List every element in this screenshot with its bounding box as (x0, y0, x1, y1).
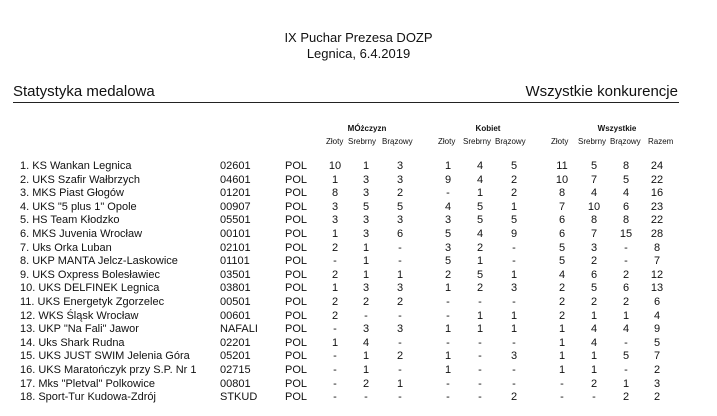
country-code: POL (285, 241, 308, 254)
medal-count-men-gold: 10 (328, 160, 342, 172)
club-name: 14. Uks Shark Rudna (20, 336, 125, 349)
club-code: 00501 (220, 296, 251, 308)
medal-count-women-silver: - (478, 391, 482, 404)
medal-count-total: 3 (653, 377, 661, 390)
medal-count-men-bronze: 1 (396, 377, 404, 390)
medal-count-women-bronze: 2 (510, 173, 518, 186)
medal-count-women-gold: - (446, 391, 450, 404)
medal-count-all-silver: 10 (587, 200, 601, 213)
medal-count-women-silver: 2 (476, 282, 484, 295)
medal-count-men-bronze: 1 (396, 268, 404, 281)
club-code: 05501 (220, 214, 251, 227)
medal-count-women-bronze: - (512, 255, 516, 268)
medal-count-all-silver: 4 (590, 187, 598, 200)
medal-count-all-bronze: 1 (622, 377, 630, 390)
subheader-gold-all: Złoty (551, 137, 569, 146)
medal-count-all-silver: 5 (590, 282, 598, 295)
subheader-bronze-men: Brązowy (382, 137, 413, 146)
section-scope: Wszystkie konkurencje (525, 83, 678, 100)
medal-count-women-silver: 5 (476, 200, 484, 213)
medal-count-women-gold: 9 (444, 173, 452, 186)
subheader-silver-men: Srebrny (348, 137, 377, 146)
medal-count-women-gold: - (446, 336, 450, 349)
table-row (0, 242, 717, 255)
medal-count-men-silver: 1 (362, 364, 370, 376)
medal-count-men-gold: 3 (331, 200, 339, 213)
country-code: POL (285, 200, 308, 213)
medal-count-women-silver: 1 (476, 187, 484, 200)
medal-count-men-bronze: - (398, 241, 402, 254)
medal-count-women-gold: - (446, 296, 450, 308)
medal-count-women-gold: - (446, 309, 450, 322)
medal-count-all-gold: 7 (558, 200, 566, 213)
medal-count-men-silver: 1 (362, 268, 370, 281)
medal-count-men-bronze: 3 (396, 323, 404, 336)
country-code: POL (285, 255, 308, 268)
club-name: 17. Mks "Pletval" Polkowice (20, 377, 155, 390)
country-code: POL (285, 214, 308, 227)
subheader-bronze-all: Brązowy (610, 137, 641, 146)
medal-count-women-silver: 4 (476, 160, 484, 172)
medal-count-women-gold: 5 (444, 255, 452, 268)
club-code: 02101 (220, 241, 251, 254)
country-code: POL (285, 377, 308, 390)
club-code: 04601 (220, 173, 251, 186)
medal-count-women-gold: 1 (444, 364, 452, 376)
medal-count-all-gold: 2 (558, 282, 566, 295)
medal-count-men-gold: 1 (331, 282, 339, 295)
medal-count-men-gold: - (333, 377, 337, 390)
medal-count-men-gold: 2 (331, 296, 339, 308)
table-row (0, 296, 717, 309)
country-code: POL (285, 268, 308, 281)
medal-count-men-bronze: - (398, 336, 402, 349)
medal-count-men-silver: 3 (362, 173, 370, 186)
country-code: POL (285, 309, 308, 322)
medal-count-all-gold: - (560, 377, 564, 390)
club-code: 01201 (220, 187, 251, 200)
medal-count-men-gold: - (333, 255, 337, 268)
medal-count-all-bronze: 6 (622, 282, 630, 295)
country-code: POL (285, 228, 308, 240)
medal-count-women-gold: 1 (444, 282, 452, 295)
medal-count-total: 22 (650, 214, 664, 227)
medal-count-all-silver: 7 (590, 173, 598, 186)
medal-count-men-gold: 8 (331, 187, 339, 200)
medal-count-all-gold: 1 (558, 336, 566, 349)
club-name: 18. Sport-Tur Kudowa-Zdrój (20, 391, 156, 404)
club-name: 13. UKP "Na Fali" Jawor (20, 323, 139, 336)
medal-count-men-bronze: 3 (396, 214, 404, 227)
subheader-total: Razem (648, 137, 674, 146)
medal-count-women-bronze: 1 (510, 309, 518, 322)
medal-count-men-gold: 1 (331, 173, 339, 186)
club-code: 03501 (220, 268, 251, 281)
medal-count-all-bronze: 2 (622, 391, 630, 404)
club-code: 02601 (220, 160, 251, 172)
medal-count-men-silver: 3 (362, 187, 370, 200)
medal-count-women-bronze: - (512, 296, 516, 308)
club-code: 00801 (220, 377, 251, 390)
medal-count-men-bronze: 6 (396, 228, 404, 240)
subheader-bronze-women: Brązowy (495, 137, 526, 146)
medal-count-all-bronze: - (624, 336, 628, 349)
club-name: 10. UKS DELFINEK Legnica (20, 282, 160, 295)
medal-count-men-gold: - (333, 350, 337, 363)
medal-count-all-gold: 1 (558, 350, 566, 363)
medal-count-men-bronze: 3 (396, 173, 404, 186)
medal-count-women-silver: 2 (476, 241, 484, 254)
country-code: POL (285, 391, 308, 404)
medal-count-women-gold: 1 (444, 160, 452, 172)
table-row (0, 391, 717, 404)
club-code: STKUD (220, 391, 258, 404)
medal-count-women-gold: 1 (444, 350, 452, 363)
medal-count-men-bronze: 3 (396, 160, 404, 172)
medal-count-total: 23 (650, 200, 664, 213)
medal-count-all-silver: 2 (590, 255, 598, 268)
table-row (0, 269, 717, 282)
table-row (0, 364, 717, 377)
medal-count-women-gold: 5 (444, 228, 452, 240)
medal-count-women-silver: - (478, 377, 482, 390)
medal-count-women-bronze: 5 (510, 214, 518, 227)
medal-count-women-gold: - (446, 187, 450, 200)
medal-count-men-gold: - (333, 364, 337, 376)
medal-count-total: 2 (653, 391, 661, 404)
medal-count-all-bronze: 6 (622, 200, 630, 213)
medal-count-all-gold: 2 (558, 309, 566, 322)
medal-count-men-silver: 1 (362, 350, 370, 363)
medal-count-women-bronze: - (512, 377, 516, 390)
medal-count-total: 12 (650, 268, 664, 281)
medal-count-total: 16 (650, 187, 664, 200)
medal-count-all-gold: 1 (558, 323, 566, 336)
medal-count-men-silver: 1 (362, 241, 370, 254)
medal-count-men-bronze: 2 (396, 187, 404, 200)
medal-count-women-bronze: 3 (510, 282, 518, 295)
header-divider (13, 102, 679, 103)
country-code: POL (285, 282, 308, 295)
country-code: POL (285, 160, 308, 172)
medal-count-all-silver: - (592, 391, 596, 404)
club-name: 11. UKS Energetyk Zgorzelec (20, 296, 165, 308)
medal-count-all-bronze: 1 (622, 309, 630, 322)
medal-count-women-silver: - (478, 364, 482, 376)
table-row (0, 310, 717, 323)
medal-count-all-silver: 2 (590, 377, 598, 390)
medal-count-women-gold: 2 (444, 268, 452, 281)
medal-count-women-silver: - (478, 350, 482, 363)
medal-count-all-gold: 5 (558, 241, 566, 254)
medal-count-men-gold: 2 (331, 241, 339, 254)
medal-count-all-silver: 4 (590, 323, 598, 336)
medal-count-all-silver: 4 (590, 336, 598, 349)
medal-count-all-silver: 3 (590, 241, 598, 254)
medal-count-men-silver: 2 (362, 377, 370, 390)
medal-count-men-gold: - (333, 323, 337, 336)
medal-count-women-silver: - (478, 336, 482, 349)
medal-count-women-bronze: 3 (510, 350, 518, 363)
medal-count-women-bronze: 2 (510, 391, 518, 404)
club-name: 16. UKS Maratończyk przy S.P. Nr 1 (20, 364, 197, 376)
medal-count-women-silver: 1 (476, 255, 484, 268)
medal-count-all-gold: 11 (556, 160, 568, 172)
medal-count-all-silver: 7 (590, 228, 598, 240)
medal-count-women-bronze: 5 (510, 160, 518, 172)
country-code: POL (285, 336, 308, 349)
medal-count-women-silver: 4 (476, 173, 484, 186)
medal-count-all-bronze: - (624, 255, 628, 268)
club-name: 7. Uks Orka Luban (20, 241, 112, 254)
medal-count-men-bronze: 2 (396, 296, 404, 308)
medal-count-men-silver: 1 (362, 255, 370, 268)
event-title: IX Puchar Prezesa DOZP (284, 30, 433, 45)
medal-count-men-bronze: 5 (396, 200, 404, 213)
medal-count-men-gold: 3 (331, 214, 339, 227)
medal-count-all-bronze: 5 (622, 173, 630, 186)
medal-count-women-silver: 5 (476, 268, 484, 281)
medal-count-men-silver: 5 (362, 200, 370, 213)
medal-count-total: 2 (653, 364, 661, 376)
medal-count-women-bronze: 1 (510, 323, 518, 336)
medal-count-all-gold: 2 (558, 296, 566, 308)
subheader-gold-men: Złoty (326, 137, 344, 146)
medal-count-men-silver: 4 (362, 336, 370, 349)
medal-count-all-gold: 4 (558, 268, 566, 281)
medal-count-women-silver: 1 (476, 323, 484, 336)
medal-count-men-bronze: - (398, 364, 402, 376)
medal-count-men-silver: 3 (362, 214, 370, 227)
medal-count-total: 13 (650, 282, 664, 295)
medal-count-women-gold: - (446, 377, 450, 390)
club-name: 4. UKS "5 plus 1" Opole (20, 200, 137, 213)
group-header-women: Kobiet (475, 124, 501, 133)
medal-count-men-bronze: 3 (396, 282, 404, 295)
medal-count-men-silver: - (364, 309, 368, 322)
country-code: POL (285, 364, 308, 376)
medal-count-women-bronze: - (512, 336, 516, 349)
medal-count-all-gold: 8 (558, 187, 566, 200)
medal-count-total: 4 (653, 309, 661, 322)
medal-count-all-bronze: 15 (619, 228, 633, 240)
medal-count-total: 5 (653, 336, 661, 349)
table-row (0, 337, 717, 350)
medal-count-all-gold: 10 (555, 173, 569, 186)
medal-count-men-bronze: - (398, 255, 402, 268)
country-code: POL (285, 187, 308, 200)
medal-count-total: 28 (650, 228, 664, 240)
club-code: 01101 (220, 255, 250, 268)
medal-count-all-silver: 5 (590, 160, 598, 172)
medal-count-men-bronze: - (398, 309, 402, 322)
medal-count-women-bronze: - (512, 241, 516, 254)
medal-count-men-silver: 3 (362, 323, 370, 336)
medal-count-all-bronze: 5 (622, 350, 630, 363)
section-title: Statystyka medalowa (13, 83, 155, 100)
medal-count-all-bronze: - (624, 364, 628, 376)
event-date-location: Legnica, 6.4.2019 (306, 46, 411, 61)
table-row (0, 378, 717, 391)
medal-count-men-gold: 1 (331, 336, 339, 349)
medal-count-all-bronze: 2 (622, 296, 630, 308)
medal-count-women-gold: 4 (444, 200, 452, 213)
table-row (0, 255, 717, 268)
medal-count-women-bronze: 2 (510, 187, 518, 200)
medal-count-total: 7 (653, 350, 661, 363)
medal-count-women-gold: 3 (444, 241, 452, 254)
medal-count-total: 7 (653, 255, 661, 268)
table-row (0, 201, 717, 214)
medal-count-all-silver: 2 (590, 296, 598, 308)
club-name: 12. WKS Śląsk Wrocław (20, 309, 139, 322)
table-row (0, 214, 717, 227)
medal-count-all-gold: 1 (558, 364, 566, 376)
medal-count-all-bronze: 4 (622, 323, 630, 336)
club-name: 5. HS Team Kłodzko (20, 214, 120, 227)
medal-count-all-bronze: 2 (622, 268, 630, 281)
medal-count-men-bronze: 2 (396, 350, 404, 363)
medal-count-all-bronze: 8 (622, 160, 630, 172)
club-name: 15. UKS JUST SWIM Jelenia Góra (20, 350, 190, 363)
group-header-all: Wszystkie (597, 124, 637, 133)
medal-count-men-gold: 2 (331, 268, 339, 281)
medal-count-women-silver: 1 (476, 309, 484, 322)
club-code: 03801 (220, 282, 251, 295)
club-code: 00101 (220, 228, 251, 240)
subheader-silver-all: Srebrny (578, 137, 607, 146)
medal-count-all-silver: 1 (590, 364, 598, 376)
medal-count-total: 22 (650, 173, 664, 186)
medal-count-all-silver: 6 (590, 268, 598, 281)
medal-count-all-silver: 1 (590, 350, 598, 363)
medal-count-all-silver: 1 (590, 309, 598, 322)
table-row (0, 187, 717, 200)
club-code: 02715 (220, 364, 251, 376)
table-row (0, 228, 717, 241)
medal-count-men-gold: 2 (331, 309, 339, 322)
medal-count-total: 9 (653, 323, 661, 336)
club-name: 3. MKS Piast Głogów (20, 187, 124, 200)
medal-count-women-silver: 4 (476, 228, 484, 240)
club-code: 00907 (220, 200, 251, 213)
subheader-gold-women: Złoty (438, 137, 456, 146)
country-code: POL (285, 323, 308, 336)
club-name: 1. KS Wankan Legnica (20, 160, 132, 172)
medal-count-total: 8 (653, 241, 661, 254)
table-row (0, 282, 717, 295)
medal-count-men-silver: 1 (362, 160, 370, 172)
country-code: POL (285, 296, 308, 308)
medal-count-all-gold: 6 (558, 214, 566, 227)
club-name: 9. UKS Oxpress Bolesławiec (20, 268, 160, 281)
medal-count-total: 24 (650, 160, 664, 172)
club-code: 00601 (220, 309, 251, 322)
medal-count-men-gold: 1 (331, 228, 339, 240)
medal-count-men-bronze: - (398, 391, 402, 404)
group-header-men: MÓżczyzn (347, 124, 387, 133)
medal-count-men-silver: 2 (362, 296, 370, 308)
subheader-silver-women: Srebrny (463, 137, 492, 146)
medal-count-all-bronze: 4 (622, 187, 630, 200)
club-name: 6. MKS Juvenia Wrocław (20, 228, 143, 240)
medal-count-women-silver: 5 (476, 214, 484, 227)
medal-count-women-bronze: - (512, 364, 516, 376)
medal-count-women-silver: - (478, 296, 482, 308)
table-row (0, 174, 717, 187)
medal-count-women-gold: 1 (444, 323, 452, 336)
medal-count-all-gold: 5 (558, 255, 566, 268)
table-row (0, 350, 717, 363)
medal-count-all-gold: 6 (558, 228, 566, 240)
medal-count-men-silver: 3 (362, 282, 370, 295)
club-code: NAFALI (220, 323, 258, 336)
medal-count-men-silver: 3 (362, 228, 370, 240)
medal-count-men-gold: - (333, 391, 337, 404)
medal-count-all-gold: - (560, 391, 564, 404)
country-code: POL (285, 173, 308, 186)
medal-count-all-bronze: 8 (622, 214, 630, 227)
medal-count-women-gold: 3 (444, 214, 452, 227)
medal-count-total: 6 (653, 296, 661, 308)
table-row (0, 323, 717, 336)
club-code: 02201 (220, 336, 251, 349)
medal-count-all-silver: 8 (590, 214, 598, 227)
medal-count-women-bronze: 1 (510, 268, 518, 281)
table-row (0, 160, 717, 173)
medal-count-all-bronze: - (624, 241, 628, 254)
medal-count-women-bronze: 1 (510, 200, 518, 213)
club-code: 05201 (220, 350, 251, 363)
medal-count-men-silver: - (364, 391, 368, 404)
club-name: 8. UKP MANTA Jelcz-Laskowice (20, 255, 178, 268)
club-name: 2. UKS Szafir Wałbrzych (20, 173, 141, 186)
medal-count-women-bronze: 9 (510, 228, 518, 240)
country-code: POL (285, 350, 308, 363)
